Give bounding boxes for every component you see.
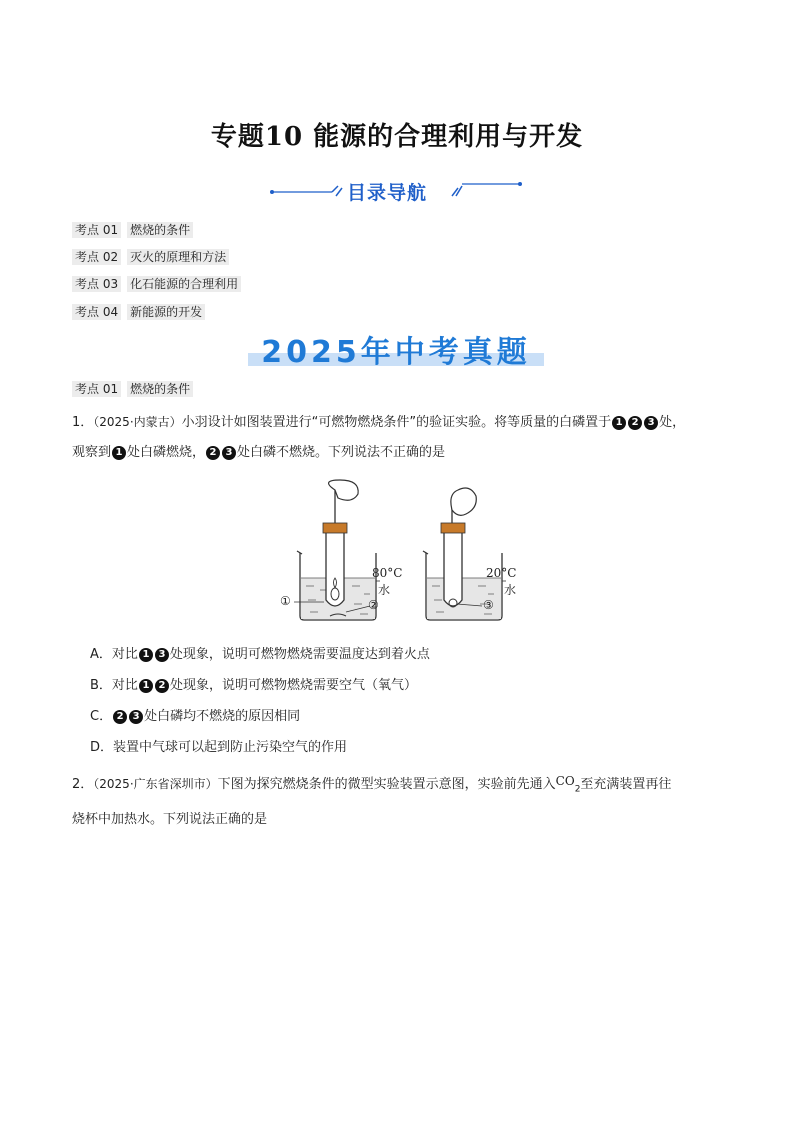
water-left-label: 水 — [378, 583, 391, 597]
option-text: 处现象，说明可燃物燃烧需要温度达到着火点 — [169, 647, 430, 662]
q2-text-1b: 至充满装置再往 — [580, 777, 672, 792]
toc-text: 灭火的原理和方法 — [127, 249, 229, 265]
option-letter: A． — [90, 647, 112, 662]
nav-title: 目录导航 — [347, 182, 428, 204]
circle-3-icon: 3 — [129, 710, 143, 724]
option-text-pre: 对比 — [111, 678, 138, 693]
q1-text-1b: 处， — [659, 415, 686, 430]
circle-3-icon: 3 — [222, 446, 236, 460]
section-label — [72, 380, 193, 397]
page-title: 专题10 能源的合理利用与开发 — [210, 122, 584, 152]
q1-line-2 — [72, 438, 732, 468]
q1-text-2a: 观察到 — [72, 445, 112, 460]
circle-3-icon: 3 — [644, 416, 658, 430]
q2-source: （2025·广东省深圳市） — [93, 777, 218, 791]
option-c[interactable] — [90, 705, 300, 724]
option-text: 处白磷均不燃烧的原因相同 — [144, 709, 301, 724]
section-text: 燃烧的条件 — [127, 381, 193, 397]
circle-2-icon: 2 — [628, 416, 642, 430]
toc-item-1[interactable] — [72, 221, 193, 238]
toc-item-2[interactable] — [72, 248, 229, 265]
temp-right-label: 20°C — [486, 566, 517, 580]
q2-line-1 — [72, 766, 732, 805]
circle-1-icon: 1 — [112, 446, 126, 460]
water-right-label: 水 — [504, 583, 517, 597]
toc-text: 化石能源的合理利用 — [127, 276, 241, 292]
temp-left-label: 80°C — [372, 566, 403, 580]
option-nums — [138, 647, 170, 662]
q1-number: 1． — [72, 415, 94, 430]
toc-key: 考点 01 — [72, 222, 121, 238]
q1-source: （2025·内蒙古） — [93, 415, 182, 429]
toc-key: 考点 04 — [72, 304, 121, 320]
circle-3-icon: 3 — [155, 648, 169, 662]
q1-line-1 — [72, 407, 732, 438]
option-text: 装置中气球可以起到防止污染空气的作用 — [113, 740, 348, 755]
option-b[interactable] — [90, 674, 417, 693]
experiment-figure — [280, 478, 520, 623]
circle-2-icon: 2 — [155, 679, 169, 693]
q2-text-1a: 下图为探究燃烧条件的微型实验装置示意图，实验前先通入 — [217, 777, 556, 792]
question-2 — [72, 766, 732, 835]
toc-item-3[interactable] — [72, 275, 241, 292]
option-a[interactable] — [90, 643, 430, 662]
option-nums — [138, 678, 170, 693]
circle-1-icon: 1 — [139, 679, 153, 693]
nav-header — [270, 176, 524, 206]
circle-1-icon: 1 — [139, 648, 153, 662]
question-1 — [72, 407, 732, 468]
q1-text-2c: 处白磷不燃烧。下列说法不正确的是 — [237, 445, 446, 460]
option-text-pre: 对比 — [111, 647, 138, 662]
q1-text-1a: 小羽设计如图装置进行“可燃物燃烧条件”的验证实验。将等质量的白磷置于 — [181, 415, 612, 430]
q2-line-2: 烧杯中加热水。下列说法正确的是 — [72, 811, 268, 827]
label-2: ② — [368, 598, 379, 612]
circle-2-icon: 2 — [206, 446, 220, 460]
q1-text-2b: 处白磷燃烧， — [127, 445, 206, 460]
circle-2-icon: 2 — [113, 710, 127, 724]
label-1: ① — [280, 594, 291, 608]
banner-text: 2025年中考真题 — [261, 335, 531, 370]
toc-text: 燃烧的条件 — [127, 222, 193, 238]
option-text: 处现象，说明可燃物燃烧需要空气（氧气） — [169, 678, 417, 693]
toc-item-4[interactable] — [72, 303, 205, 320]
option-d[interactable] — [90, 736, 347, 755]
section-banner — [248, 327, 544, 370]
toc-key: 考点 03 — [72, 276, 121, 292]
section-key: 考点 01 — [72, 381, 121, 397]
co2-subscript: 2 — [574, 784, 581, 795]
q2-number: 2． — [72, 777, 94, 792]
option-letter: C． — [90, 709, 113, 724]
option-letter: D． — [90, 740, 114, 755]
circle-1-icon: 1 — [612, 416, 626, 430]
toc-text: 新能源的开发 — [127, 304, 205, 320]
option-letter: B． — [90, 678, 112, 693]
option-nums — [112, 709, 144, 724]
co2-formula: CO — [555, 774, 575, 788]
toc-key: 考点 02 — [72, 249, 121, 265]
label-3: ③ — [483, 598, 494, 612]
